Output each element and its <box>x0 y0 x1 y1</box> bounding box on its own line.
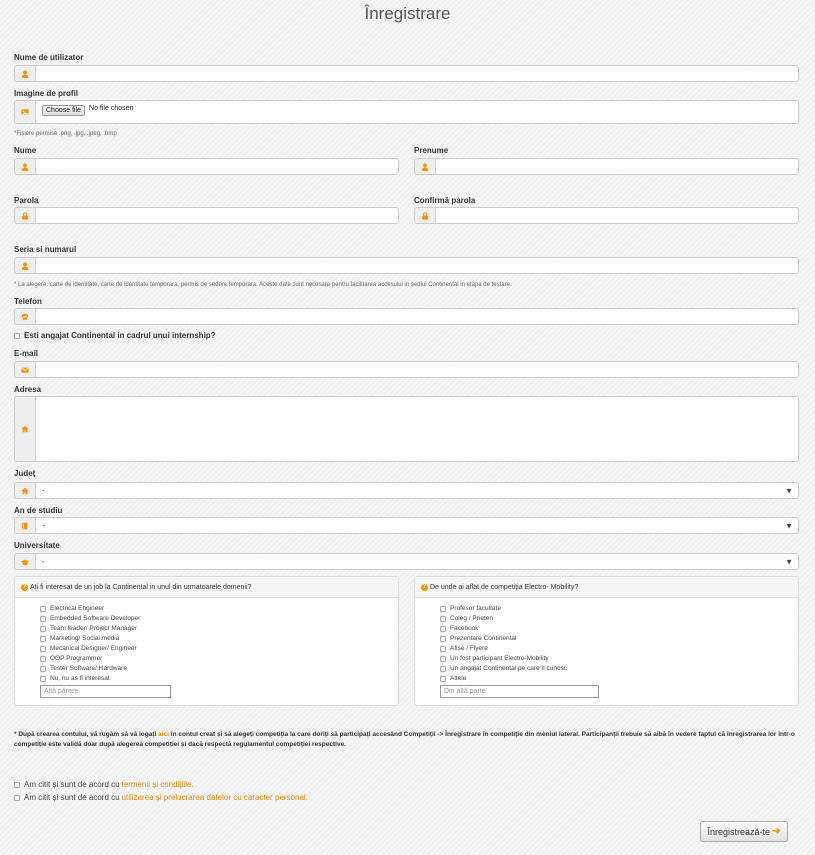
username-input[interactable] <box>35 65 799 82</box>
login-link[interactable]: aici <box>158 731 169 738</box>
list-item[interactable]: Afise / Flyere <box>440 645 488 652</box>
address-label: Adresa <box>14 385 42 394</box>
option-checkbox[interactable] <box>440 616 446 622</box>
study-year-select[interactable] <box>35 517 799 534</box>
list-item[interactable]: Altele <box>440 675 466 682</box>
option-checkbox[interactable] <box>40 636 46 642</box>
study-year-label: An de studiu <box>14 506 63 515</box>
source-panel-header <box>415 577 798 598</box>
option-checkbox[interactable] <box>40 646 46 652</box>
email-label: E-mail <box>14 349 39 358</box>
list-item[interactable]: Team leader/ Project Manager <box>40 625 137 632</box>
list-item[interactable]: Marketing/ Social media <box>40 635 119 642</box>
user-icon <box>14 65 35 82</box>
profile-image-group <box>14 100 799 124</box>
last-name-input[interactable] <box>35 158 399 175</box>
id-number-note: * La alegere: carte de identitate, carte de identitate temporara, permis de sedere temporara. Aceste date sunt necesare pentru facilitarea accesului in sediul Continental in etapa de testare. <box>14 282 512 288</box>
lock-icon <box>414 207 435 224</box>
source-panel-title: De unde ai aflat de competiția Electro- Mobility? <box>430 583 579 591</box>
profile-image-field <box>35 100 799 124</box>
user-icon <box>14 257 35 274</box>
option-checkbox[interactable] <box>440 626 446 632</box>
privacy-link[interactable]: utilizarea și prelucrarea datelor cu caracter personal. <box>121 793 308 802</box>
list-item[interactable]: Electrical Engineer <box>40 605 104 612</box>
user-icon <box>14 158 35 175</box>
username-label: Nume de utilizator <box>14 53 84 62</box>
id-number-group <box>14 257 799 274</box>
internship-checkbox[interactable] <box>14 333 20 339</box>
jobs-panel-title: Ați fi interesat de un job la Continental in unul din urmatoarele domenii? <box>30 583 252 591</box>
list-item[interactable]: Tester Software/ Hardware <box>40 665 127 672</box>
id-number-label: Seria si numarul <box>14 245 77 254</box>
study-year-group <box>14 517 799 534</box>
email-input[interactable] <box>35 361 799 378</box>
university-select[interactable] <box>35 553 799 570</box>
option-checkbox[interactable] <box>440 656 446 662</box>
lock-icon <box>14 207 35 224</box>
study-year-selected: - <box>42 521 45 530</box>
choose-file-button[interactable]: Choose file <box>42 105 85 116</box>
address-textarea[interactable] <box>35 396 799 462</box>
list-item[interactable]: Nu, nu as fi interesat <box>40 675 110 682</box>
option-checkbox[interactable] <box>40 656 46 662</box>
list-item[interactable]: OOP Programmer <box>40 655 102 662</box>
privacy-row: Am citit și sunt de acord cu utilizarea și prelucrarea datelor cu caracter personal. <box>14 793 308 802</box>
page-title: Înregistrare <box>364 4 451 23</box>
option-checkbox[interactable] <box>40 616 46 622</box>
option-checkbox[interactable] <box>40 666 46 672</box>
jobs-other-input[interactable]: Altă părere <box>40 685 171 698</box>
home-icon <box>14 396 35 462</box>
phone-icon <box>14 308 35 325</box>
graduation-cap-icon <box>14 553 35 570</box>
jobs-panel <box>14 576 399 706</box>
list-item[interactable]: Un fost participant Electro-Mobility <box>440 655 549 662</box>
password-group <box>14 207 399 224</box>
option-checkbox[interactable] <box>440 676 446 682</box>
county-label: Județ <box>14 469 36 478</box>
terms-row: Am citit și sunt de acord cu termenii și condițiile. <box>14 780 194 789</box>
address-group <box>14 396 799 462</box>
register-button[interactable] <box>700 821 788 842</box>
first-name-input[interactable] <box>435 158 799 175</box>
option-checkbox[interactable] <box>440 606 446 612</box>
option-checkbox[interactable] <box>440 666 446 672</box>
register-button-label: Înregistrează-te <box>707 826 771 837</box>
list-item[interactable]: Profesor facultate <box>440 605 501 612</box>
list-item[interactable]: Mecanical Designer/ Engineer <box>40 645 137 652</box>
arrow-right-icon: ➔ <box>772 826 781 837</box>
profile-image-note: *Fișiere permise .png, .jpg, .jpeg, .bmp <box>14 131 117 137</box>
list-item[interactable]: Un angajat Continental pe care îl cunosc <box>440 665 567 672</box>
county-selected: - <box>42 486 45 495</box>
confirm-password-input[interactable] <box>435 207 799 224</box>
first-name-group <box>414 158 799 175</box>
password-label: Parola <box>14 196 39 205</box>
password-input[interactable] <box>35 207 399 224</box>
image-icon <box>14 100 35 124</box>
privacy-checkbox[interactable] <box>14 795 20 801</box>
terms-link[interactable]: termenii și condițiile. <box>121 780 194 789</box>
user-icon <box>414 158 435 175</box>
phone-input[interactable] <box>35 308 799 325</box>
university-label: Universitate <box>14 541 60 550</box>
list-item[interactable]: Coleg / Prieten <box>440 615 493 622</box>
option-checkbox[interactable] <box>440 646 446 652</box>
source-panel <box>414 576 799 706</box>
email-group <box>14 361 799 378</box>
home-icon <box>14 482 35 499</box>
university-selected: - <box>42 557 45 566</box>
dropdown-arrow-icon: ▼ <box>785 486 793 495</box>
terms-checkbox[interactable] <box>14 782 20 788</box>
jobs-panel-header <box>15 577 398 598</box>
question-icon: ? <box>22 583 27 590</box>
county-group <box>14 482 799 499</box>
username-group <box>14 65 799 82</box>
envelope-icon <box>14 361 35 378</box>
dropdown-arrow-icon: ▼ <box>785 521 793 530</box>
county-select[interactable] <box>35 482 799 499</box>
phone-label: Telefon <box>14 297 42 306</box>
list-item[interactable]: Facebook <box>440 625 479 632</box>
last-name-group <box>14 158 399 175</box>
source-other-input[interactable]: Din altă parte <box>440 685 599 698</box>
first-name-label: Prenume <box>414 146 449 155</box>
option-checkbox[interactable] <box>40 676 46 682</box>
book-icon <box>14 517 35 534</box>
university-group <box>14 553 799 570</box>
dropdown-arrow-icon: ▼ <box>785 557 793 566</box>
info-paragraph: * După crearea contului, vă rugăm să vă logați aici în contul creat și să alegeți competiția la care doriți să participați accesând Competiții -> Înregistrare în competiție din meniul lateral. Participanții trebuie să aibă în vedere faptul că înregistrarea lor într-o competiție este validă doar după alegerea competiției și dacă respectă regulamentul competiției respective. <box>14 731 795 748</box>
id-number-input[interactable] <box>35 257 799 274</box>
list-item[interactable]: Prezentare Continental <box>440 635 517 642</box>
last-name-label: Nume <box>14 146 37 155</box>
option-checkbox[interactable] <box>40 626 46 632</box>
profile-image-label: Imagine de profil <box>14 89 79 98</box>
option-checkbox[interactable] <box>40 606 46 612</box>
option-checkbox[interactable] <box>440 636 446 642</box>
question-icon: ? <box>422 583 427 590</box>
file-status: No file chosen <box>89 105 134 112</box>
confirm-password-group <box>414 207 799 224</box>
confirm-password-label: Confirmă parola <box>414 196 476 205</box>
internship-label: Esti angajat Continental in cadrul unui internship? <box>24 331 216 340</box>
list-item[interactable]: Embedded Software Developer <box>40 615 140 622</box>
phone-group <box>14 308 799 325</box>
internship-row <box>14 331 216 340</box>
